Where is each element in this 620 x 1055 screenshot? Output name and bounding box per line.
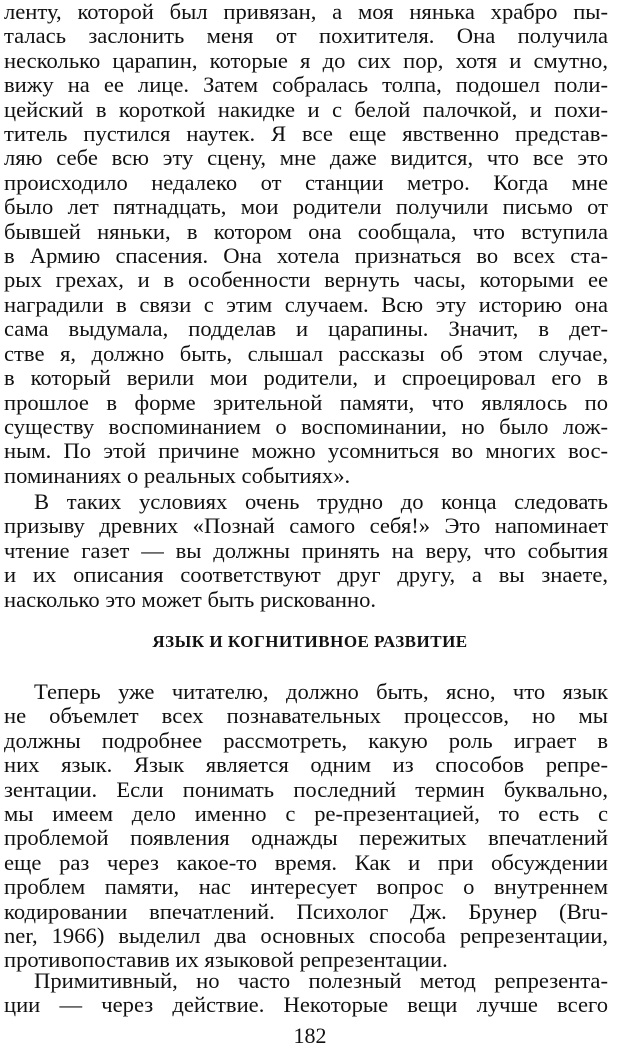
text-line: ленту, которой был привязан, а моя нянька храбро пы-	[4, 0, 608, 24]
text-line: противопоставив их языковой репрезентации.	[4, 947, 448, 973]
section-heading: ЯЗЫК И КОГНИТИВНОЕ РАЗВИТИЕ	[152, 632, 468, 651]
text-line: поминаниях о реальных событиях».	[4, 462, 351, 488]
text-line: стве я, должно быть, слышал рассказы об этом случае,	[4, 340, 608, 366]
text-line: цейский в короткой накидке и с белой палочкой, и похи-	[4, 96, 608, 122]
text-line: насколько это может быть рискованно.	[4, 586, 377, 612]
text-line: В таких условиях очень трудно до конца следовать	[34, 489, 608, 514]
text-line: рых грехах, и в особенности вернуть часы, которыми ее	[4, 267, 608, 293]
text-line: существу воспоминанием о воспоминании, но было лож-	[4, 413, 608, 439]
text-line: талась заслонить меня от похитителя. Она получила	[4, 23, 608, 49]
text-line: вижу на ее лице. Затем собралась толпа, подошел поли-	[4, 72, 608, 98]
text-line: ным. По этой причине можно усомниться во многих вос-	[4, 438, 608, 464]
text-line: происходило недалеко от станции метро. Когда мне	[4, 169, 608, 195]
text-line: еще раз через какое-то время. Как и при обсуждении	[4, 849, 608, 875]
text-line: было лет пятнадцать, мои родители получили письмо от	[4, 194, 608, 220]
text-line: должны подробнее рассмотреть, какую роль играет в	[4, 727, 608, 753]
text-line: ции — через действие. Некоторые вещи лучше всего	[4, 992, 608, 1018]
paragraph-3	[4, 680, 608, 973]
text-line: в который верили мои родители, и спроецировал его в	[4, 365, 608, 391]
text-line: проблем памяти, нас интересует вопрос о внутреннем	[4, 874, 608, 900]
page-number: 182	[293, 1023, 327, 1048]
text-line: чтение газет — вы должны принять на веру, что события	[4, 537, 608, 563]
text-line: проблемой появления однажды пережитых впечатлений	[4, 825, 608, 851]
text-line: них язык. Язык является одним из способов репре-	[4, 752, 608, 778]
text-line: зентации. Если понимать последний термин буквально,	[4, 776, 608, 802]
text-line: наградили в связи с этим случаем. Всю эту историю она	[4, 291, 608, 317]
text-line: сама выдумала, подделав и царапины. Значит, в дет-	[4, 316, 608, 342]
text-line: Теперь уже читателю, должно быть, ясно, что язык	[34, 679, 608, 704]
text-line: не объемлет всех познавательных процессов, но мы	[4, 703, 608, 729]
text-line: Примитивный, но часто полезный метод репрезента-	[34, 968, 608, 993]
text-line: титель пустился наутек. Я все еще явственно представ-	[4, 121, 608, 147]
text-line: и их описания соответствуют друг другу, а вы знаете,	[4, 562, 608, 588]
paragraph-4	[4, 969, 608, 1018]
text-line: в Армию спасения. Она хотела признаться во всех ста-	[4, 243, 608, 269]
text-line: мы имеем дело именно с ре-презентацией, то есть с	[4, 801, 608, 827]
text-line: кодировании впечатлений. Психолог Дж. Брунер (Bru-	[4, 898, 608, 924]
paragraph-1	[4, 0, 608, 488]
text-line: ляю себе всю эту сцену, мне даже видится, что все это	[4, 145, 608, 171]
text-line: бывшей няньки, в котором она сообщала, что вступила	[4, 218, 608, 244]
paragraph-2	[4, 490, 608, 612]
text-line: прошлое в форме зрительной памяти, что являлось по	[4, 389, 608, 415]
text-line: ner, 1966) выделил два основных способа репрезентации,	[4, 923, 608, 949]
text-line: несколько царапин, которые я до сих пор, хотя и смутно,	[4, 47, 608, 73]
text-line: призыву древних «Познай самого себя!» Это напоминает	[4, 513, 608, 539]
